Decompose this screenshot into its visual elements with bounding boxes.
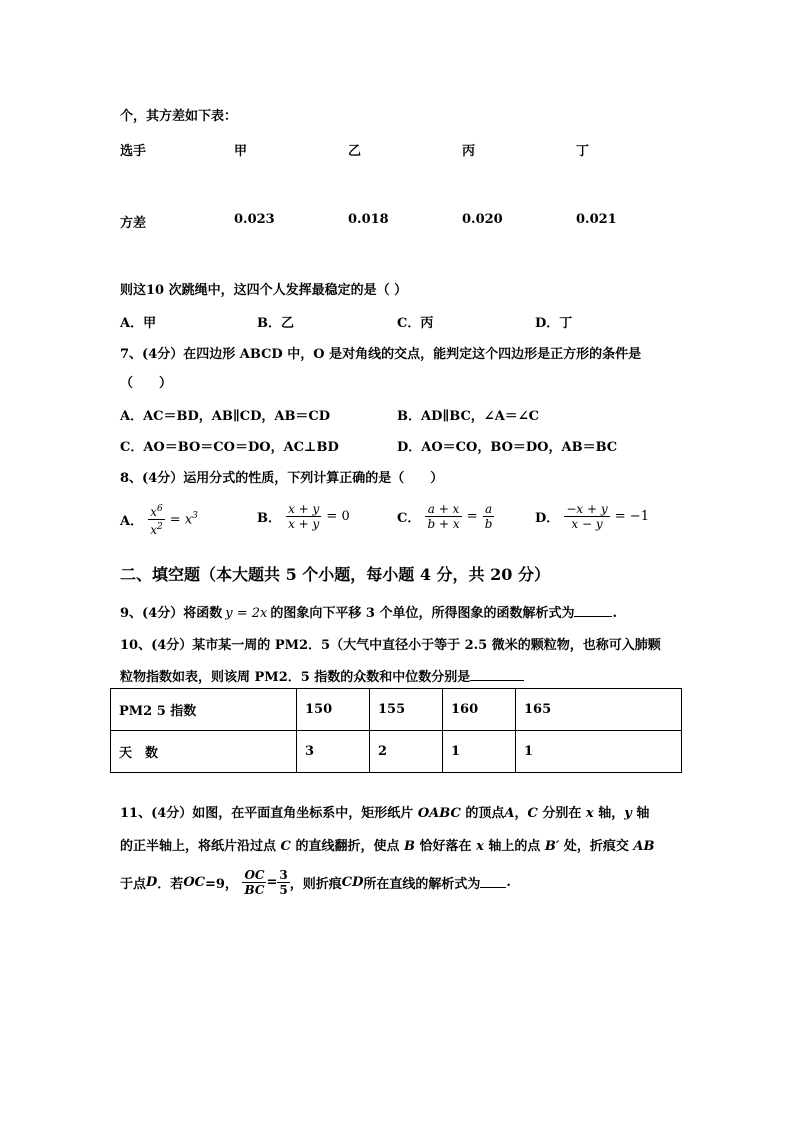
q6-variance-2: 0.018 [348, 212, 389, 227]
table-cell: 160 [443, 689, 516, 731]
q8-option-b: B． $\frac{x + y}{x + y}$ = 0 [257, 502, 350, 531]
table-cell: 155 [370, 689, 443, 731]
q11-value-fraction: $\frac{3}{5}$ [279, 868, 288, 897]
pm25-table [110, 688, 682, 773]
q9-line: 9、(4分）将函数 y = 2x 的图象向下平移 3 个单位，所得图象的函数解析式为 . [120, 606, 617, 621]
q8-option-c-label: C． [397, 511, 421, 526]
q8-stem: 8、(4分）运用分式的性质，下列计算正确的是（ ） [120, 471, 444, 486]
q6-question: 则这10 次跳绳中，这四个人发挥最稳定的是（ ） [120, 283, 408, 298]
q10-answer-blank [470, 670, 524, 681]
q6-variance-1: 0.023 [234, 212, 275, 227]
q8-option-a-label: A． [120, 514, 144, 529]
table-row [111, 689, 682, 731]
q11-line2: 的正半轴上，将纸片沿过点 C 的直线翻折，使点 B 恰好落在 x 轴上的点 B′ 处，折痕交 AB [120, 839, 655, 854]
table-cell: 165 [516, 689, 682, 731]
q8-option-d: D． $\frac{-x + y}{x - y}$ = −1 [535, 502, 649, 531]
table-cell: 3 [297, 731, 370, 773]
q6-player-1: 甲 [234, 144, 248, 159]
q6-option-d: D．丁 [535, 316, 573, 331]
table-cell: 2 [370, 731, 443, 773]
q6-player-4: 丁 [576, 144, 590, 159]
q6-option-a: A．甲 [120, 316, 157, 331]
q8-option-d-label: D． [535, 511, 560, 526]
table-row [111, 731, 682, 773]
q11-line1: 11、(4分）如图，在平面直角坐标系中，矩形纸片 OABC 的顶点A，C 分别在 x 轴，y 轴 [120, 806, 650, 821]
q8-option-c: C． $\frac{a + x}{b + x}$ = $\frac{a}{b}$ [397, 502, 493, 531]
table-cell: 1 [516, 731, 682, 773]
q6-player-2: 乙 [348, 144, 362, 159]
q8-option-b-label: B． [257, 511, 281, 526]
q11-ratio-fraction: $\frac{OC}{BC}$ [244, 868, 265, 897]
q7-stem-line1: 7、(4分）在四边形 ABCD 中，O 是对角线的交点，能判定这个四边形是正方形的条件是 [120, 347, 642, 362]
q6-header-label: 选手 [120, 144, 147, 159]
q8-option-a: A． $\frac{x^6}{x^2}$ = $x^3$ [120, 504, 198, 537]
q6-variance-3: 0.020 [462, 212, 503, 227]
q8-b-fraction: $\frac{x + y}{x + y}$ [288, 502, 320, 531]
q10-line2: 粒物指数如表，则该周 PM2．5 指数的众数和中位数分别是 [120, 666, 524, 685]
section-2-title: 二、填空题（本大题共 5 个小题，每小题 4 分，共 20 分） [120, 565, 550, 584]
q8-d-fraction: $\frac{-x + y}{x - y}$ [566, 502, 608, 531]
table-cell: 150 [297, 689, 370, 731]
table-cell: 1 [443, 731, 516, 773]
q9-formula: y = 2x [225, 606, 268, 621]
table-cell: PM2 5 指数 [111, 689, 297, 731]
q9-answer-blank [574, 606, 612, 617]
q8-a-fraction: $\frac{x^6}{x^2}$ [150, 504, 163, 537]
q8-c-fraction-left: $\frac{a + x}{b + x}$ [427, 502, 460, 531]
q7-option-c: C．AO＝BO＝CO＝DO，AC⊥BD [120, 440, 339, 455]
q7-stem-line2: （ ） [120, 376, 173, 391]
q7-option-b: B．AD∥BC，∠A＝∠C [397, 409, 540, 424]
q6-intro: 个，其方差如下表： [120, 109, 238, 124]
q8-c-fraction-right: $\frac{a}{b}$ [484, 502, 493, 531]
q6-option-b: B．乙 [257, 316, 294, 331]
table-cell: 天 数 [111, 731, 297, 773]
q11-answer-blank [480, 877, 506, 888]
q6-option-c: C．丙 [397, 316, 434, 331]
q6-row-label: 方差 [120, 216, 147, 231]
q6-player-3: 丙 [462, 144, 476, 159]
q7-option-a: A．AC＝BD，AB∥CD，AB＝CD [120, 409, 331, 424]
q10-line1: 10、(4分）某市某一周的 PM2．5（大气中直径小于等于 2.5 微米的颗粒物，也称可入肺颗 [120, 638, 661, 653]
q7-option-d: D．AO＝CO，BO＝DO，AB＝BC [397, 440, 618, 455]
q6-variance-4: 0.021 [576, 212, 617, 227]
q11-line3: 于点D．若OC=9， $\frac{OC}{BC}$ = $\frac{3}{5}$ ，则折痕CD所在直线的解析式为 . [120, 868, 511, 897]
